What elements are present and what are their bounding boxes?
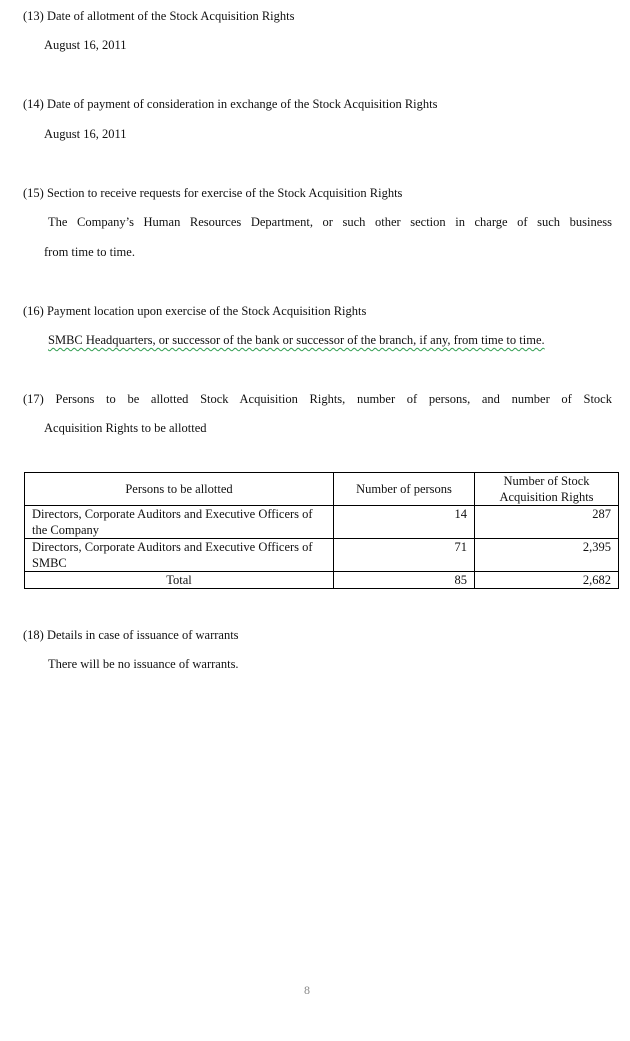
- header-number-of-rights: Number of Stock Acquisition Rights: [475, 473, 619, 506]
- section-16-heading: (16) Payment location upon exercise of the Stock Acquisition Rights: [23, 304, 367, 318]
- section-16-body: SMBC Headquarters, or successor of the bank or successor of the branch, if any, from time to time.: [48, 333, 545, 347]
- table-header-row: [25, 473, 619, 506]
- row-count: 14: [334, 506, 475, 539]
- table-row: [25, 539, 619, 572]
- section-15-body-line2: from time to time.: [44, 245, 135, 259]
- section-18-body: There will be no issuance of warrants.: [48, 657, 239, 671]
- total-count: 85: [334, 572, 475, 589]
- total-label: Total: [25, 572, 334, 589]
- row-persons: Directors, Corporate Auditors and Executive Officers of the Company: [25, 506, 334, 539]
- total-rights: 2,682: [475, 572, 619, 589]
- page-number: 8: [304, 983, 310, 997]
- section-15-body-line1: The Company’s Human Resources Department, or such other section in charge of such business: [48, 215, 612, 229]
- section-14-heading: (14) Date of payment of consideration in exchange of the Stock Acquisition Rights: [23, 97, 438, 111]
- section-13-body: August 16, 2011: [44, 38, 127, 52]
- table-total-row: [25, 572, 619, 589]
- row-rights: 2,395: [475, 539, 619, 572]
- row-rights: 287: [475, 506, 619, 539]
- row-count: 71: [334, 539, 475, 572]
- section-17-heading-line2: Acquisition Rights to be allotted: [44, 421, 207, 435]
- section-14-body: August 16, 2011: [44, 127, 127, 141]
- section-13-heading: (13) Date of allotment of the Stock Acquisition Rights: [23, 9, 295, 23]
- section-17-heading-line1: (17) Persons to be allotted Stock Acquisition Rights, number of persons, and number of Stock: [23, 392, 612, 406]
- row-persons: Directors, Corporate Auditors and Executive Officers of SMBC: [25, 539, 334, 572]
- section-15-heading: (15) Section to receive requests for exercise of the Stock Acquisition Rights: [23, 186, 403, 200]
- header-number-of-persons: Number of persons: [334, 473, 475, 506]
- table-row: [25, 506, 619, 539]
- header-persons: Persons to be allotted: [25, 473, 334, 506]
- section-18-heading: (18) Details in case of issuance of warrants: [23, 628, 239, 642]
- allotment-table: [24, 472, 619, 589]
